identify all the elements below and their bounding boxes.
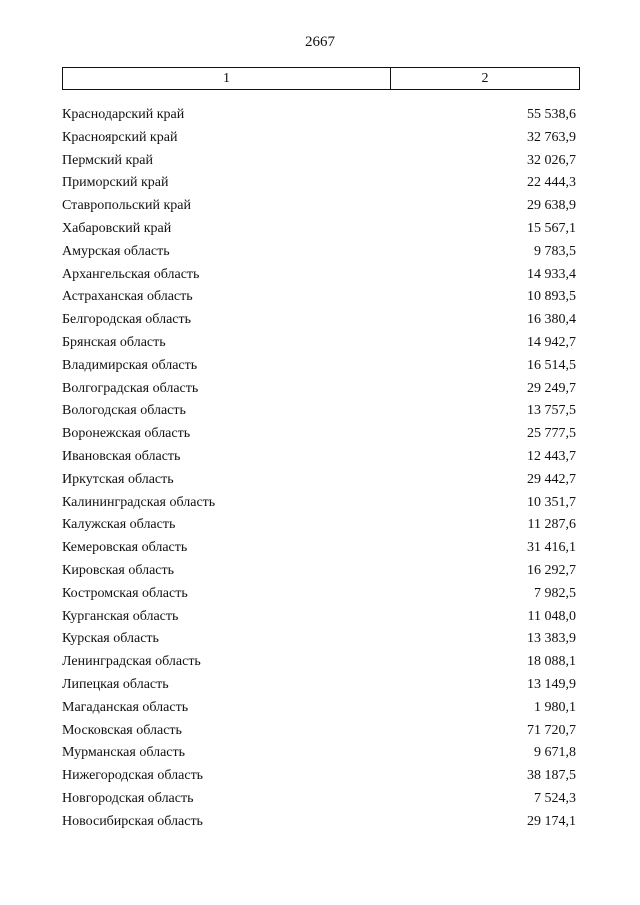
region-value: 7 982,5	[534, 585, 576, 601]
region-value: 55 538,6	[527, 107, 576, 122]
region-name: Волгоградская область	[62, 380, 199, 396]
region-name: Мурманская область	[62, 745, 186, 761]
region-name: Новгородская область	[62, 790, 194, 806]
region-value: 9 783,5	[534, 243, 576, 259]
region-name: Иркутская область	[62, 471, 174, 487]
page-number: 2667	[305, 34, 335, 50]
table-row	[62, 583, 576, 606]
table-row	[62, 742, 576, 765]
data-rows	[62, 104, 576, 834]
table-row	[62, 309, 576, 332]
region-name: Брянская область	[62, 334, 166, 350]
region-value: 13 149,9	[527, 676, 576, 692]
region-name: Костромская область	[62, 585, 188, 601]
table-row	[62, 628, 576, 651]
region-name: Калужская область	[62, 517, 176, 533]
table-row	[62, 651, 576, 674]
region-name: Амурская область	[62, 243, 170, 259]
region-value: 29 442,7	[527, 471, 576, 487]
region-value: 22 444,3	[527, 175, 576, 191]
region-name: Архангельская область	[62, 266, 200, 282]
table-row	[62, 537, 576, 560]
region-value: 13 383,9	[527, 631, 576, 647]
table-row	[62, 355, 576, 378]
table-row	[62, 195, 576, 218]
region-name: Калининградская область	[62, 494, 216, 510]
region-value: 9 671,8	[534, 745, 576, 761]
region-value: 11 048,0	[527, 608, 576, 624]
region-value: 10 893,5	[527, 289, 576, 305]
region-name: Пермский край	[62, 152, 153, 168]
region-name: Владимирская область	[62, 357, 198, 373]
table-row	[62, 560, 576, 583]
region-name: Липецкая область	[62, 676, 169, 692]
region-value: 29 249,7	[527, 380, 576, 396]
region-name: Ставропольский край	[62, 198, 191, 214]
table-row	[62, 697, 576, 720]
region-name: Нижегородская область	[62, 768, 204, 784]
table-row	[62, 332, 576, 355]
region-value: 32 026,7	[527, 152, 576, 168]
table-row	[62, 423, 576, 446]
table-row	[62, 514, 576, 537]
table-row	[62, 150, 576, 173]
header-col-1: 1	[63, 68, 391, 89]
region-name: Московская область	[62, 722, 182, 738]
region-value: 11 287,6	[527, 517, 576, 533]
table-row	[62, 446, 576, 469]
region-name: Астраханская область	[62, 289, 193, 305]
region-value: 16 380,4	[527, 312, 576, 328]
region-name: Курганская область	[62, 608, 179, 624]
region-name: Новосибирская область	[62, 813, 203, 829]
region-value: 1 980,1	[534, 699, 576, 715]
region-value: 38 187,5	[527, 768, 576, 784]
region-name: Приморский край	[62, 175, 169, 191]
region-value: 31 416,1	[527, 540, 576, 556]
region-value: 71 720,7	[527, 722, 576, 738]
region-name: Ленинградская область	[62, 654, 201, 670]
region-value: 25 777,5	[527, 426, 576, 442]
region-value: 16 514,5	[527, 357, 576, 373]
region-value: 12 443,7	[527, 448, 576, 464]
table-header	[62, 67, 580, 90]
table-row	[62, 492, 576, 515]
region-name: Кировская область	[62, 562, 175, 578]
region-name: Хабаровский край	[62, 220, 172, 236]
region-name: Кемеровская область	[62, 540, 188, 556]
region-value: 7 524,3	[534, 790, 576, 806]
table-row	[62, 400, 576, 423]
region-value: 15 567,1	[527, 220, 576, 236]
table-row	[62, 720, 576, 743]
table-row	[62, 241, 576, 264]
table-row	[62, 378, 576, 401]
region-value: 32 763,9	[527, 129, 576, 145]
region-value: 16 292,7	[527, 562, 576, 578]
table-row	[62, 674, 576, 697]
header-col-2: 2	[481, 70, 489, 86]
table-row	[62, 606, 576, 629]
region-name: Белгородская область	[62, 312, 192, 328]
region-name: Курская область	[62, 631, 159, 647]
region-value: 10 351,7	[527, 494, 576, 510]
region-value: 14 942,7	[527, 334, 576, 350]
table-row	[62, 264, 576, 287]
region-name: Воронежская область	[62, 426, 191, 442]
table-row	[62, 218, 576, 241]
region-value: 13 757,5	[527, 403, 576, 419]
table-row	[62, 765, 576, 788]
table-row	[62, 811, 576, 834]
region-value: 29 638,9	[527, 198, 576, 214]
region-name: Ивановская область	[62, 448, 181, 464]
table-row	[62, 469, 576, 492]
table-row	[62, 172, 576, 195]
region-name: Вологодская область	[62, 403, 186, 419]
table-row	[62, 127, 576, 150]
region-name: Магаданская область	[62, 699, 189, 715]
table-row	[62, 788, 576, 811]
region-name: Краснодарский край	[62, 107, 185, 122]
region-value: 18 088,1	[527, 654, 576, 670]
region-value: 14 933,4	[527, 266, 576, 282]
region-value: 29 174,1	[527, 813, 576, 829]
table-row	[62, 104, 576, 127]
region-name: Красноярский край	[62, 129, 178, 145]
table-row	[62, 286, 576, 309]
